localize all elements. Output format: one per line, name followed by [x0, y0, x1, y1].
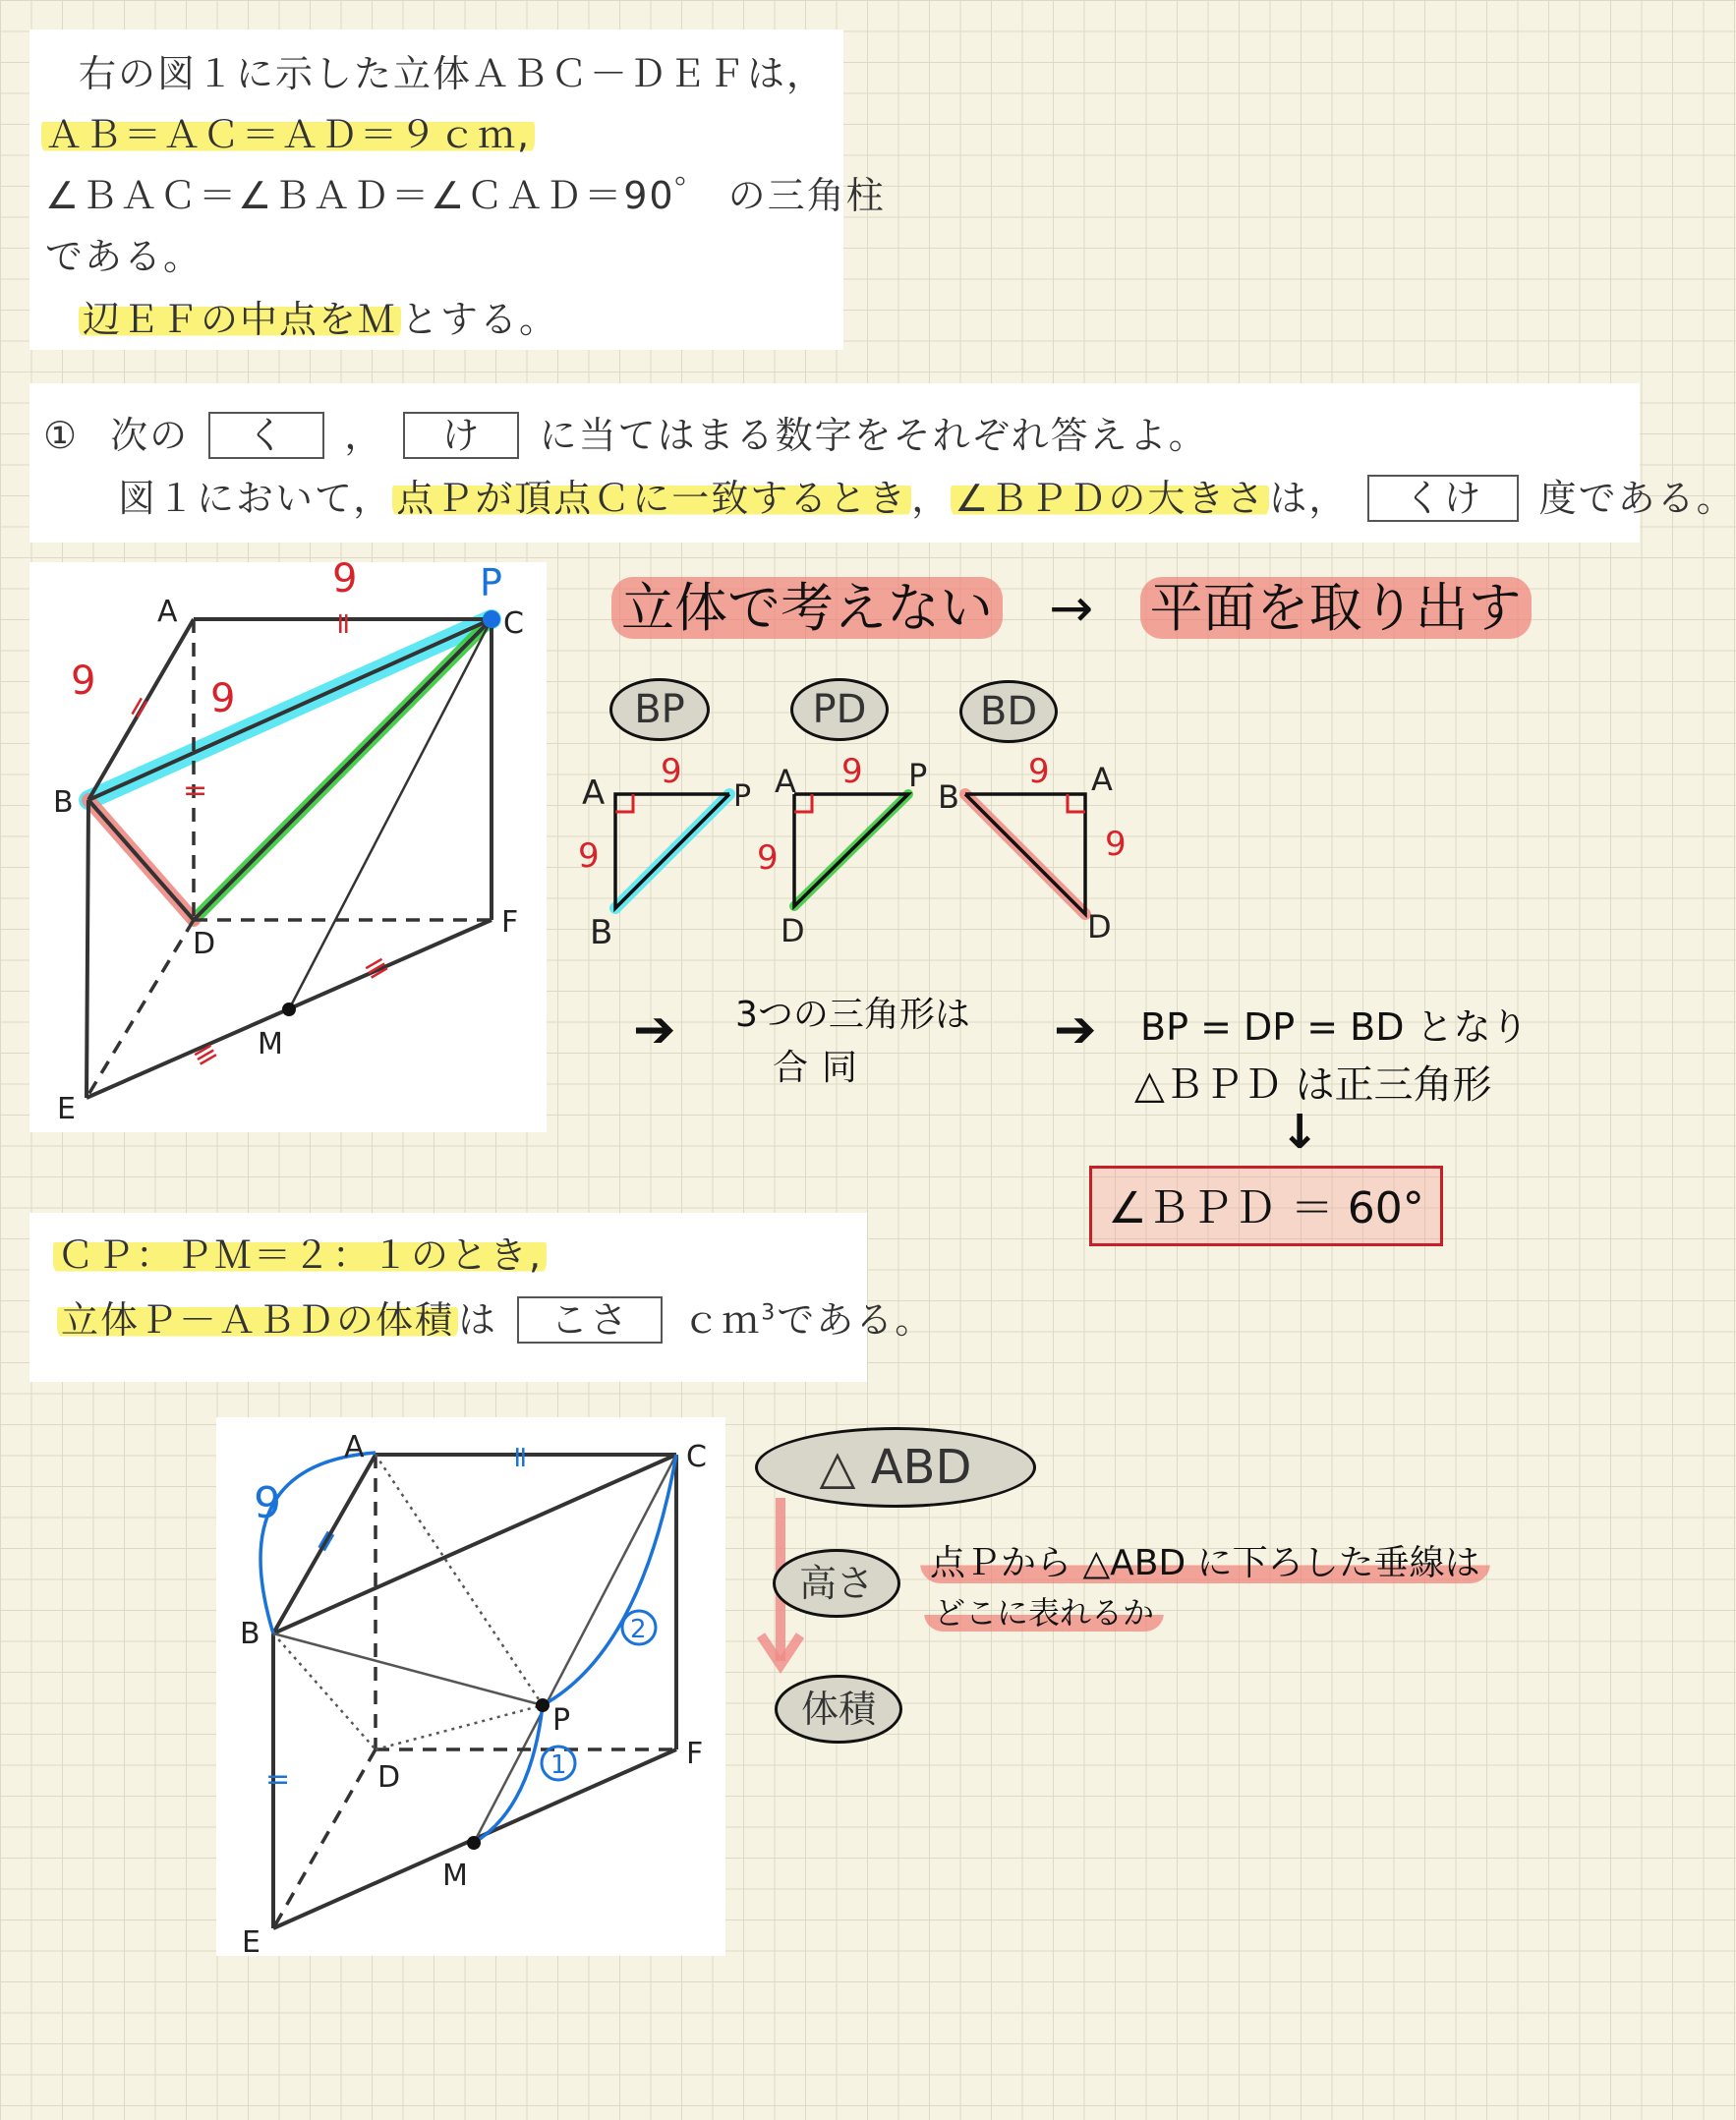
down-arrow: ↓	[1280, 1105, 1320, 1160]
f2-tick-ab: =	[305, 1521, 348, 1561]
q2-text-c: である。	[777, 1298, 935, 1342]
q1-text-d: は，	[1269, 477, 1349, 520]
q1-comma-2: ，	[911, 477, 952, 520]
mark-9-ac: 9	[332, 556, 358, 602]
intro-line-4: である。	[45, 235, 203, 278]
tick-ac: =	[326, 611, 361, 637]
intro-line-1: 右の図１に示した立体ＡＢＣ－ＤＥＦは，	[79, 52, 827, 95]
answer-box-kuke[interactable]: くけ	[1367, 475, 1519, 522]
heading-arrow: →	[1049, 577, 1094, 639]
congruent-line-1: 3つの三角形は	[735, 995, 970, 1035]
answer-box-kosa[interactable]: こさ	[517, 1296, 663, 1344]
tri2-label-d: D	[781, 912, 805, 949]
intro-highlight-lengths: ＡＢ＝ＡＣ＝ＡＤ＝９ｃｍ,	[41, 113, 535, 156]
congruent-line-2: 合同	[773, 1048, 872, 1088]
equilateral-line: △ＢＰＤ は正三角形	[1134, 1062, 1492, 1108]
q2-highlight-ratio: ＣＰ：ＰＭ＝２：１のとき,	[53, 1233, 547, 1277]
q2-text-a: は	[458, 1298, 498, 1342]
q2-superscript: 3	[761, 1300, 778, 1326]
f2-label-p: P	[552, 1703, 571, 1738]
intro-line-5-tail: とする。	[401, 298, 559, 341]
q2-highlight-volume: 立体Ｐ－ＡＢＤの体積	[57, 1298, 458, 1342]
f2-ratio-2: 2	[630, 1615, 647, 1644]
q1-highlight-angle: ∠ＢＰＤの大きさ	[951, 477, 1269, 520]
ellipse-volume: 体積	[775, 1675, 902, 1744]
label-f: F	[501, 905, 519, 940]
arrow-to-congruent: ➔	[633, 1001, 676, 1060]
label-a: A	[157, 595, 178, 629]
tri1-nine-top: 9	[661, 752, 682, 791]
label-b: B	[53, 785, 74, 820]
perpendicular-note-2	[924, 1588, 1164, 1633]
label-m: M	[258, 1027, 283, 1061]
f2-tick-be: =	[265, 1762, 291, 1797]
f2-label-f: F	[686, 1737, 704, 1771]
q1-highlight-p-at-c: 点Ｐが頂点Ｃに一致するとき	[392, 477, 911, 520]
f2-tick-ac: =	[503, 1445, 538, 1470]
tri3-nine-right: 9	[1105, 825, 1127, 864]
intro-line-3: ∠ＢＡＣ＝∠ＢＡＤ＝∠ＣＡＤ＝90゜ の三角柱	[45, 174, 886, 217]
tick-mf: ≡	[357, 946, 396, 990]
perpendicular-note-2-hl: どこに表れるか	[924, 1594, 1164, 1632]
tri3-label-b: B	[938, 778, 959, 816]
circle-bp: BP	[609, 678, 710, 741]
tri1-nine-left: 9	[578, 836, 600, 876]
f2-label-c: C	[686, 1440, 707, 1474]
tri2-nine-top: 9	[841, 752, 863, 791]
q2-text-b: ｃｍ	[682, 1298, 762, 1342]
label-c: C	[503, 606, 524, 641]
equal-sides-line: BP = DP = BD となり	[1140, 1005, 1529, 1049]
tri2-label-a: A	[775, 763, 796, 800]
q1-text-b: に当てはまる数字をそれぞれ答えよ。	[539, 414, 1208, 457]
f2-label-e: E	[242, 1925, 260, 1960]
label-p: P	[480, 561, 502, 604]
tri1-label-p: P	[733, 779, 752, 814]
tick-ad: =	[183, 774, 208, 808]
answer-box-ku[interactable]: く	[208, 412, 324, 459]
f2-label-a: A	[344, 1430, 365, 1464]
intro-highlight-midpoint: 辺ＥＦの中点をＭ	[79, 298, 401, 341]
f2-label-m: M	[442, 1859, 468, 1893]
mark-9-ab: 9	[71, 659, 96, 704]
q1-text-a: 次の	[110, 414, 190, 457]
perpendicular-note-1	[920, 1535, 1490, 1585]
tri3-label-a: A	[1091, 761, 1113, 798]
circle-pd: PD	[790, 678, 889, 741]
f2-label-d: D	[377, 1760, 401, 1795]
tri2-nine-left: 9	[757, 838, 779, 878]
label-d: D	[193, 927, 216, 961]
tri1-label-a: A	[582, 774, 606, 813]
heading-extract-plane: 平面を取り出す	[1140, 577, 1532, 639]
f2-mark-9: 9	[254, 1478, 281, 1528]
answer-60-box: ∠ＢＰＤ ＝ 60°	[1089, 1166, 1443, 1246]
tick-ab: =	[118, 688, 161, 727]
arrow-to-equal: ➔	[1054, 1001, 1097, 1060]
q1-number: ①	[43, 414, 80, 457]
q1-text-e: 度である。	[1538, 477, 1736, 520]
circle-bd: BD	[959, 680, 1058, 743]
ellipse-triangle-abd: △ ABD	[755, 1427, 1036, 1508]
perpendicular-note-1-hl: 点Ｐから △ABD に下ろした垂線は	[920, 1543, 1490, 1583]
tri2-label-p: P	[908, 757, 928, 794]
ellipse-height: 高さ	[773, 1549, 900, 1618]
q1-comma: ，	[344, 414, 384, 457]
q1-text-c: 図１において，	[118, 477, 393, 520]
tri1-label-b: B	[590, 913, 613, 952]
mark-9-ad: 9	[210, 676, 236, 721]
f2-ratio-1: 1	[550, 1750, 567, 1780]
tri3-nine-top: 9	[1028, 752, 1050, 791]
tick-me: ≡	[186, 1033, 225, 1076]
heading-not-solid: 立体で考えない	[611, 577, 1003, 639]
f2-label-b: B	[240, 1617, 260, 1651]
tri3-label-d: D	[1087, 908, 1112, 945]
answer-box-ke[interactable]: け	[403, 412, 519, 459]
label-e: E	[57, 1092, 76, 1126]
